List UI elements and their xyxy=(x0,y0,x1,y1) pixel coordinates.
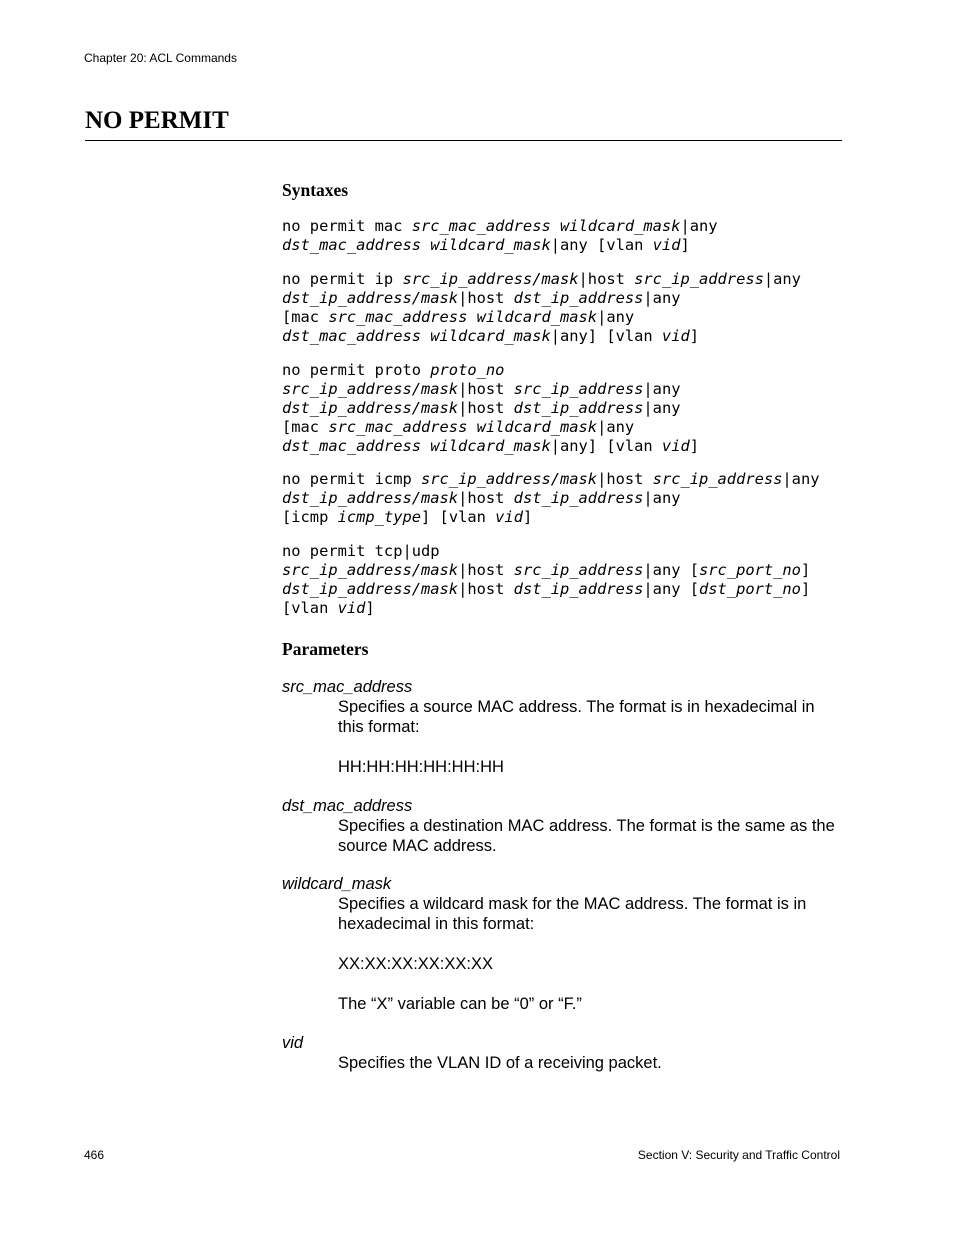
syntax-variable: vid xyxy=(337,598,366,617)
syntax-keyword: [vlan xyxy=(282,598,338,617)
syntax-variable: vid xyxy=(652,235,681,254)
syntax-keyword: [mac xyxy=(282,417,329,436)
param-description-paragraph: Specifies a destination MAC address. The format is the same as the source MAC address. xyxy=(338,817,835,855)
param-description-paragraph: HH:HH:HH:HH:HH:HH xyxy=(338,758,504,776)
syntax-line xyxy=(282,327,801,346)
param-description-paragraph: The “X” variable can be “0” or “F.” xyxy=(338,995,582,1013)
syntax-line xyxy=(282,361,699,380)
syntax-variable: dst_ip_address/mask xyxy=(282,398,459,417)
param-name: dst_mac_address xyxy=(282,797,413,815)
syntax-keyword: |any xyxy=(763,270,801,288)
syntax-variable: src_mac_address wildcard_mask xyxy=(328,417,598,436)
param-name: vid xyxy=(282,1034,304,1052)
syntax-variable: proto_no xyxy=(430,361,505,379)
syntax-variable: dst_ip_address/mask xyxy=(282,488,459,507)
syntax-keyword: no permit tcp|udp xyxy=(282,542,440,560)
syntax-variable: dst_ip_address xyxy=(513,579,644,598)
syntax-line xyxy=(282,580,810,599)
syntax-variable: src_ip_address xyxy=(513,379,644,398)
param-dst-mac-address xyxy=(282,796,838,856)
syntax-keyword: ] xyxy=(800,579,811,598)
syntax-variable: src_ip_address/mask xyxy=(282,379,459,398)
syntax-variable: dst_ip_address xyxy=(513,288,644,307)
syntax-variable: src_ip_address/mask xyxy=(421,470,598,488)
syntax-keyword: |any [vlan xyxy=(550,235,653,254)
syntax-block-ip xyxy=(282,270,801,346)
syntax-keyword: |any xyxy=(597,307,635,326)
syntax-line xyxy=(282,270,801,289)
parameters-heading: Parameters xyxy=(282,639,369,659)
page-title: NO PERMIT xyxy=(85,107,229,134)
syntax-keyword: |any] [vlan xyxy=(550,436,662,455)
syntax-keyword: |any xyxy=(643,379,681,398)
syntax-keyword: no permit mac xyxy=(282,217,412,235)
syntax-variable: src_ip_address/mask xyxy=(282,560,459,579)
syntax-keyword: no permit icmp xyxy=(282,470,421,488)
syntax-keyword: ] [vlan xyxy=(421,507,496,526)
syntax-keyword: |host xyxy=(458,379,514,398)
syntax-line xyxy=(282,289,801,308)
syntax-line xyxy=(282,489,819,508)
syntax-keyword: |any [ xyxy=(643,579,700,598)
syntax-variable: dst_port_no xyxy=(699,579,801,598)
syntax-keyword: |host xyxy=(458,488,514,507)
syntax-keyword: |any xyxy=(643,488,681,507)
syntax-variable: dst_mac_address wildcard_mask xyxy=(282,235,551,254)
param-description-paragraph: Specifies a source MAC address. The format is in hexadecimal in this format: xyxy=(338,698,815,736)
syntax-keyword: ] xyxy=(680,235,690,254)
syntax-keyword: no permit proto xyxy=(282,361,431,379)
running-header: Chapter 20: ACL Commands xyxy=(84,51,237,65)
syntax-variable: dst_ip_address xyxy=(513,488,644,507)
syntaxes-heading: Syntaxes xyxy=(282,180,349,200)
syntax-block-proto xyxy=(282,361,699,455)
syntax-keyword: |any xyxy=(643,288,681,307)
syntax-block-tcp-udp xyxy=(282,542,810,618)
syntax-variable: src_ip_address xyxy=(634,270,764,288)
syntax-variable: icmp_type xyxy=(337,507,422,526)
syntax-variable: dst_mac_address wildcard_mask xyxy=(282,436,551,455)
syntax-keyword: |any] [vlan xyxy=(550,326,662,345)
running-footer-section: Section V: Security and Traffic Control xyxy=(637,1148,840,1162)
syntax-line xyxy=(282,236,718,255)
syntax-keyword: |host xyxy=(458,288,514,307)
syntax-keyword: |any xyxy=(782,470,820,488)
syntax-keyword: |host xyxy=(597,470,653,488)
syntax-variable: dst_ip_address/mask xyxy=(282,579,459,598)
syntax-variable: dst_ip_address xyxy=(513,398,644,417)
param-wildcard-mask xyxy=(282,874,838,1014)
param-description xyxy=(338,816,838,856)
syntax-keyword: |any xyxy=(597,417,635,436)
syntax-variable: src_ip_address/mask xyxy=(402,270,579,288)
param-description xyxy=(338,1053,838,1073)
syntax-variable: dst_mac_address wildcard_mask xyxy=(282,326,551,345)
syntax-line xyxy=(282,508,819,527)
syntax-variable: vid xyxy=(661,326,690,345)
title-rule xyxy=(85,140,842,141)
syntax-keyword: |host xyxy=(458,560,514,579)
param-vid xyxy=(282,1033,838,1073)
page-number: 466 xyxy=(84,1148,105,1162)
syntax-keyword: [mac xyxy=(282,307,329,326)
syntax-line xyxy=(282,399,699,418)
syntax-variable: vid xyxy=(661,436,690,455)
param-name: src_mac_address xyxy=(282,678,413,696)
syntax-keyword: |host xyxy=(458,398,514,417)
param-description-paragraph: Specifies the VLAN ID of a receiving packet. xyxy=(338,1054,662,1072)
syntax-keyword: |host xyxy=(578,270,635,288)
syntax-line xyxy=(282,308,801,327)
syntax-keyword: [icmp xyxy=(282,507,338,526)
syntax-keyword: ] xyxy=(689,436,700,455)
syntax-block-icmp xyxy=(282,470,819,527)
syntax-keyword: ] xyxy=(800,560,811,579)
syntax-variable: vid xyxy=(495,507,523,526)
syntax-keyword: |any xyxy=(643,398,681,417)
param-description-paragraph: Specifies a wildcard mask for the MAC address. The format is in hexadecimal in this format: xyxy=(338,895,807,933)
syntax-line xyxy=(282,542,810,561)
param-src-mac-address xyxy=(282,677,838,777)
param-description xyxy=(338,697,838,777)
syntax-keyword: ] xyxy=(365,598,375,617)
syntax-variable: src_ip_address xyxy=(652,470,783,488)
syntax-variable: src_mac_address wildcard_mask xyxy=(411,217,681,235)
syntax-keyword: |any xyxy=(680,217,718,235)
syntax-keyword: no permit ip xyxy=(282,270,403,288)
syntax-keyword: ] xyxy=(689,326,700,345)
syntax-variable: dst_ip_address/mask xyxy=(282,288,459,307)
syntax-keyword: ] xyxy=(522,507,533,526)
syntax-variable: src_ip_address xyxy=(513,560,644,579)
syntax-line xyxy=(282,599,810,618)
syntax-line xyxy=(282,217,718,236)
syntax-line xyxy=(282,437,699,456)
syntax-line xyxy=(282,418,699,437)
syntax-block-mac xyxy=(282,217,718,255)
syntax-line xyxy=(282,561,810,580)
syntax-line xyxy=(282,380,699,399)
syntax-variable: src_mac_address wildcard_mask xyxy=(328,307,598,326)
syntax-keyword: |any [ xyxy=(643,560,700,579)
syntax-keyword: |host xyxy=(458,579,514,598)
param-description xyxy=(338,894,838,1014)
syntax-line xyxy=(282,470,819,489)
syntax-variable: src_port_no xyxy=(699,560,801,579)
param-name: wildcard_mask xyxy=(282,875,392,893)
param-description-paragraph: XX:XX:XX:XX:XX:XX xyxy=(338,955,493,973)
